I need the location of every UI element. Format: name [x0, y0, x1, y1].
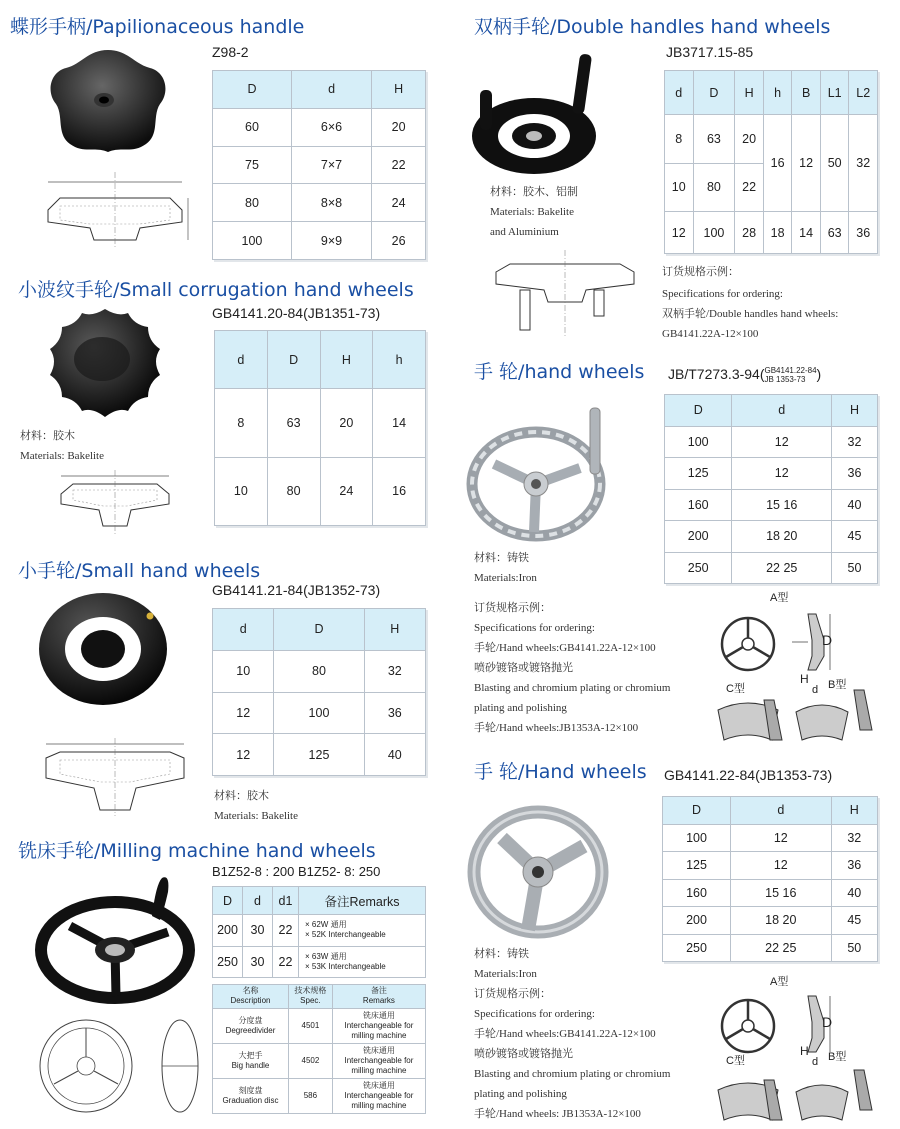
- finish-en2-hand-wheels-2: plating and polishing: [474, 1088, 567, 1100]
- header-en: Remarks: [362, 996, 395, 1006]
- hand-wheel-types-drawing-1: [712, 600, 882, 746]
- table-row: [213, 946, 426, 978]
- papilionaceous-handle-photo: [38, 42, 178, 162]
- table-cell: 250: [665, 552, 732, 584]
- spec-table-milling: [212, 886, 426, 978]
- col-header: h: [373, 331, 426, 389]
- spec-code-hand-wheels-2: GB4141.22-84(JB1353-73): [664, 767, 833, 783]
- table-row: [665, 458, 878, 490]
- col-header: H: [320, 331, 373, 389]
- table-header-row: [215, 331, 426, 389]
- table-cell: 10: [665, 163, 694, 212]
- table-cell: 100: [213, 222, 292, 260]
- table-row: [213, 108, 426, 146]
- table-cell: 36: [849, 212, 878, 254]
- table-cell: 45: [831, 907, 877, 935]
- spec-code-double-handles: JB3717.15-85: [666, 44, 754, 60]
- table-row: [665, 521, 878, 553]
- table-cell: 45: [832, 521, 878, 553]
- table-cell: 15 16: [731, 879, 832, 907]
- material-cn-small-corrugation: 材料：胶木: [20, 430, 75, 442]
- table-cell: [213, 1078, 289, 1113]
- desc-cn: 刻度盘: [238, 1085, 263, 1095]
- table-cell: 20: [320, 389, 373, 458]
- table-cell: 22: [273, 946, 299, 978]
- order-example-double-handles: 双柄手轮/Double handles hand wheels:: [662, 308, 839, 320]
- table-header-row: [665, 71, 878, 115]
- code-sub: JB 1353-73: [764, 375, 806, 385]
- table-cell: 40: [364, 734, 425, 776]
- table-cell: [332, 1008, 425, 1043]
- table-cell: 12: [732, 426, 832, 458]
- material-cn-hand-wheels-1: 材料：铸铁: [474, 552, 529, 564]
- table-cell: 75: [213, 146, 292, 184]
- table-row: [663, 824, 878, 852]
- material-en2-double-handles: and Aluminium: [490, 226, 559, 238]
- material-cn-double-handles: 材料：胶木、铝制: [490, 186, 578, 198]
- table-row: [213, 1043, 426, 1078]
- table-cell: [299, 946, 426, 978]
- col-header: D: [213, 887, 243, 915]
- table-header-row: [665, 395, 878, 427]
- order-example2-hand-wheels-1: 手轮/Hand wheels:JB1353A-12×100: [474, 722, 639, 734]
- double-handles-wheel-photo: [466, 50, 616, 180]
- dim-d-label-2: D: [822, 1014, 833, 1030]
- col-header: h: [763, 71, 792, 115]
- col-header: H: [831, 797, 877, 825]
- table-header-row: [213, 985, 426, 1009]
- remark-line: × 63W 通用: [305, 951, 347, 961]
- header-en: Spec.: [300, 996, 321, 1006]
- table-cell: 63: [820, 212, 849, 254]
- finish-en1-hand-wheels-1: Blasting and chromium plating or chromium: [474, 682, 671, 694]
- table-cell: 63: [267, 389, 320, 458]
- table-cell: 24: [372, 184, 426, 222]
- table-cell: 100: [274, 692, 364, 734]
- table-cell: 22 25: [731, 934, 832, 962]
- col-header: H: [372, 71, 426, 109]
- remark-line: × 62W 通用: [305, 920, 347, 930]
- section-title-small-hand: 小手轮/Small hand wheels: [18, 560, 261, 582]
- table-cell: 40: [831, 879, 877, 907]
- table-cell: 63: [693, 115, 735, 164]
- table-row: [663, 852, 878, 880]
- col-header: d: [731, 797, 832, 825]
- col-header: H: [364, 609, 425, 651]
- small-hand-wheel-photo: [36, 590, 170, 708]
- double-handles-wheel-drawing: [490, 250, 640, 340]
- table-cell: 586: [288, 1078, 332, 1113]
- spec-code-small-corrugation: GB4141.20-84(JB1351-73): [212, 305, 381, 321]
- milling-wheel-photo: [30, 870, 200, 1006]
- desc-cn: 分度盘: [238, 1015, 263, 1025]
- code-end: ): [816, 366, 822, 382]
- material-en-hand-wheels-2: Materials:Iron: [474, 968, 537, 980]
- table-cell: 160: [663, 879, 731, 907]
- section-title-hand-wheels-2: 手 轮/Hand wheels: [474, 761, 647, 783]
- col-header: 备注Remarks: [299, 887, 426, 915]
- table-header-row: [213, 887, 426, 915]
- col-header: d: [213, 609, 274, 651]
- table-header-row: [663, 797, 878, 825]
- type-c-label-2: C型: [726, 1055, 745, 1067]
- remark-en2: milling machine: [351, 1065, 407, 1075]
- finish-cn-hand-wheels-1: 喷砂镀铬或镀铬抛光: [474, 662, 573, 674]
- order-cn-hand-wheels-1: 订货规格示例：: [474, 602, 551, 614]
- hand-wheel-chrome-photo: [464, 404, 624, 544]
- table-row: [665, 212, 878, 254]
- remark-en: Interchangeable for: [344, 1020, 414, 1030]
- table-cell: 22: [372, 146, 426, 184]
- col-header: d: [291, 71, 371, 109]
- spec-code-papilionaceous: Z98-2: [212, 44, 249, 60]
- type-a-label-2: A型: [770, 976, 789, 988]
- table-cell: 125: [274, 734, 364, 776]
- table-cell: 250: [213, 946, 243, 978]
- table-cell: 22: [273, 915, 299, 947]
- table-cell: 26: [372, 222, 426, 260]
- order-example-hand-wheels-2: 手轮/Hand wheels:GB4141.22A-12×100: [474, 1028, 656, 1040]
- order-en-double-handles: Specifications for ordering:: [662, 288, 783, 300]
- desc-en: Degreedivider: [225, 1025, 276, 1035]
- table-cell: [213, 1043, 289, 1078]
- table-cell: 36: [364, 692, 425, 734]
- table-cell: 28: [735, 212, 764, 254]
- papilionaceous-handle-drawing: [40, 170, 190, 250]
- small-corrugation-wheel-drawing: [55, 470, 175, 540]
- col-header: H: [832, 395, 878, 427]
- table-cell: 18: [763, 212, 792, 254]
- order-cn-double-handles: 订货规格示例：: [662, 266, 739, 278]
- table-cell: 100: [665, 426, 732, 458]
- remark-cn: 铣床通用: [362, 1010, 395, 1020]
- table-row: [215, 389, 426, 458]
- table-cell: 80: [693, 163, 735, 212]
- small-corrugation-wheel-photo: [40, 305, 170, 423]
- table-cell: 200: [665, 521, 732, 553]
- table-cell: 24: [320, 457, 373, 526]
- spec-table-double-handles: [664, 70, 878, 254]
- table-row: [215, 457, 426, 526]
- remark-en: Interchangeable for: [344, 1055, 414, 1065]
- material-en1-double-handles: Materials: Bakelite: [490, 206, 574, 218]
- section-title-hand-wheels-1: 手 轮/hand wheels: [474, 361, 645, 383]
- spec-table-hand-wheels-1: [664, 394, 878, 584]
- spec-table-small-corrugation: [214, 330, 426, 526]
- table-cell: [299, 915, 426, 947]
- table-cell: 60: [213, 108, 292, 146]
- table-cell: 18 20: [731, 907, 832, 935]
- table-cell: 50: [832, 552, 878, 584]
- col-header: [288, 985, 332, 1009]
- table-row: [663, 879, 878, 907]
- code-main: JB/T7273.3-94(: [668, 366, 765, 382]
- finish-en2-hand-wheels-1: plating and polishing: [474, 702, 567, 714]
- spec-table-papilionaceous: [212, 70, 426, 260]
- table-cell: 12: [213, 692, 274, 734]
- desc-en: Graduation disc: [222, 1095, 279, 1105]
- col-header: d: [732, 395, 832, 427]
- table-cell: 4501: [288, 1008, 332, 1043]
- table-row: [213, 915, 426, 947]
- table-cell: [332, 1078, 425, 1113]
- table-cell: 12: [731, 824, 832, 852]
- dim-h-label-2: H: [800, 1044, 809, 1058]
- col-header: d1: [273, 887, 299, 915]
- order-en-hand-wheels-1: Specifications for ordering:: [474, 622, 595, 634]
- dim-dd-label-2: d: [812, 1056, 819, 1068]
- col-header: d: [243, 887, 273, 915]
- section-title-papilionaceous: 蝶形手柄/Papilionaceous handle: [10, 16, 305, 38]
- table-cell: 32: [832, 426, 878, 458]
- table-cell: 30: [243, 915, 273, 947]
- col-header: D: [693, 71, 735, 115]
- table-cell: 200: [663, 907, 731, 935]
- col-header: B: [792, 71, 821, 115]
- remark-cn: 铣床通用: [362, 1045, 395, 1055]
- header-en: Description: [230, 996, 271, 1006]
- table-cell: 15 16: [732, 489, 832, 521]
- remark-line: × 53K Interchangeable: [305, 961, 386, 971]
- order-cn-hand-wheels-2: 订货规格示例：: [474, 988, 551, 1000]
- table-cell: [332, 1043, 425, 1078]
- table-cell: 20: [735, 115, 764, 164]
- table-cell: 12: [731, 852, 832, 880]
- col-header: D: [665, 395, 732, 427]
- order-example-hand-wheels-1: 手轮/Hand wheels:GB4141.22A-12×100: [474, 642, 656, 654]
- table-cell: 12: [732, 458, 832, 490]
- table-cell: 80: [274, 650, 364, 692]
- table-cell: 22: [735, 163, 764, 212]
- table-cell: 8×8: [291, 184, 371, 222]
- col-header: [213, 985, 289, 1009]
- col-header: d: [665, 71, 694, 115]
- table-cell: 7×7: [291, 146, 371, 184]
- table-cell: 32: [849, 115, 878, 212]
- table-row: [213, 146, 426, 184]
- table-cell: 12: [665, 212, 694, 254]
- header-cn: 名称: [242, 986, 259, 996]
- remark-en: Interchangeable for: [344, 1090, 414, 1100]
- table-cell: 36: [831, 852, 877, 880]
- col-header: [332, 985, 425, 1009]
- table-cell: 22 25: [732, 552, 832, 584]
- small-hand-wheel-drawing: [40, 738, 190, 818]
- material-en-hand-wheels-1: Materials:Iron: [474, 572, 537, 584]
- col-header: L1: [820, 71, 849, 115]
- table-cell: 6×6: [291, 108, 371, 146]
- col-header: H: [735, 71, 764, 115]
- table-cell: 4502: [288, 1043, 332, 1078]
- dim-d-label-1: D: [822, 632, 833, 648]
- table-cell: 125: [663, 852, 731, 880]
- table-cell: [213, 1008, 289, 1043]
- spec-subtable-milling: [212, 984, 426, 1114]
- type-a-label-1: A型: [770, 592, 789, 604]
- remark-en2: milling machine: [351, 1030, 407, 1040]
- table-cell: 40: [832, 489, 878, 521]
- finish-en1-hand-wheels-2: Blasting and chromium plating or chromium: [474, 1068, 671, 1080]
- table-cell: 200: [213, 915, 243, 947]
- table-header-row: [213, 71, 426, 109]
- table-cell: 125: [665, 458, 732, 490]
- table-cell: 16: [373, 457, 426, 526]
- table-row: [213, 184, 426, 222]
- table-cell: 20: [372, 108, 426, 146]
- header-cn: 技术规格: [294, 986, 327, 996]
- section-title-milling: 铣床手轮/Milling machine hand wheels: [18, 840, 376, 862]
- dim-h-label-1: H: [800, 672, 809, 686]
- type-b-label-1: B型: [828, 679, 847, 691]
- col-header: L2: [849, 71, 878, 115]
- material-cn-hand-wheels-2: 材料：铸铁: [474, 948, 529, 960]
- dim-dd-label-1: d: [812, 684, 819, 696]
- table-cell: 32: [364, 650, 425, 692]
- finish-cn-hand-wheels-2: 喷砂镀铬或镀铬抛光: [474, 1048, 573, 1060]
- section-title-double-handles: 双柄手轮/Double handles hand wheels: [474, 16, 831, 38]
- col-header: D: [213, 71, 292, 109]
- order-en-hand-wheels-2: Specifications for ordering:: [474, 1008, 595, 1020]
- table-header-row: [213, 609, 426, 651]
- table-row: [663, 934, 878, 962]
- table-row: [213, 1008, 426, 1043]
- table-cell: 100: [693, 212, 735, 254]
- spec-table-small-hand: [212, 608, 426, 776]
- table-row: [665, 489, 878, 521]
- remark-en2: milling machine: [351, 1100, 407, 1110]
- table-row: [213, 692, 426, 734]
- table-cell: 8: [215, 389, 268, 458]
- type-c-label-1: C型: [726, 683, 745, 695]
- spec-code-small-hand: GB4141.21-84(JB1352-73): [212, 582, 381, 598]
- material-en-small-hand: Materials: Bakelite: [214, 810, 298, 822]
- table-cell: 100: [663, 824, 731, 852]
- spec-code-hand-wheels-1: [668, 366, 821, 384]
- table-cell: 12: [792, 115, 821, 212]
- table-cell: 8: [665, 115, 694, 164]
- type-b-label-2: B型: [828, 1051, 847, 1063]
- order-code-double-handles: GB4141.22A-12×100: [662, 328, 759, 340]
- table-cell: 80: [267, 457, 320, 526]
- desc-cn: 大把手: [238, 1050, 263, 1060]
- code-sup: GB4141.22-84: [764, 366, 817, 376]
- table-cell: 18 20: [732, 521, 832, 553]
- material-cn-small-hand: 材料：胶木: [214, 790, 269, 802]
- table-row: [665, 115, 878, 164]
- table-cell: 10: [215, 457, 268, 526]
- table-row: [213, 650, 426, 692]
- table-cell: 14: [792, 212, 821, 254]
- table-row: [665, 552, 878, 584]
- table-cell: 32: [831, 824, 877, 852]
- section-title-small-corrugation: 小波纹手轮/Small corrugation hand wheels: [18, 279, 414, 301]
- table-cell: 50: [831, 934, 877, 962]
- table-cell: 250: [663, 934, 731, 962]
- table-cell: 80: [213, 184, 292, 222]
- remark-line: × 52K Interchangeable: [305, 930, 386, 940]
- table-row: [665, 426, 878, 458]
- table-cell: 30: [243, 946, 273, 978]
- table-cell: 160: [665, 489, 732, 521]
- desc-en: Big handle: [231, 1060, 270, 1070]
- spec-code-milling: B1Z52-8 : 200 B1Z52- 8: 250: [212, 864, 381, 879]
- spec-table-hand-wheels-2: [662, 796, 878, 962]
- table-row: [213, 1078, 426, 1113]
- table-cell: 14: [373, 389, 426, 458]
- table-cell: 50: [820, 115, 849, 212]
- table-cell: 12: [213, 734, 274, 776]
- table-cell: 16: [763, 115, 792, 212]
- col-header: d: [215, 331, 268, 389]
- col-header: D: [267, 331, 320, 389]
- col-header: D: [274, 609, 364, 651]
- table-row: [213, 734, 426, 776]
- header-cn: 备注: [370, 986, 387, 996]
- table-cell: 10: [213, 650, 274, 692]
- order-example2-hand-wheels-2: 手轮/Hand wheels: JB1353A-12×100: [474, 1108, 641, 1120]
- table-row: [663, 907, 878, 935]
- remark-cn: 铣床通用: [362, 1080, 395, 1090]
- col-header: D: [663, 797, 731, 825]
- table-cell: 36: [832, 458, 878, 490]
- table-cell: 9×9: [291, 222, 371, 260]
- material-en-small-corrugation: Materials: Bakelite: [20, 450, 104, 462]
- milling-wheel-drawing: [30, 1014, 210, 1118]
- table-row: [213, 222, 426, 260]
- hand-wheel-cast-iron-photo: [462, 802, 612, 940]
- code-alt: [765, 366, 817, 384]
